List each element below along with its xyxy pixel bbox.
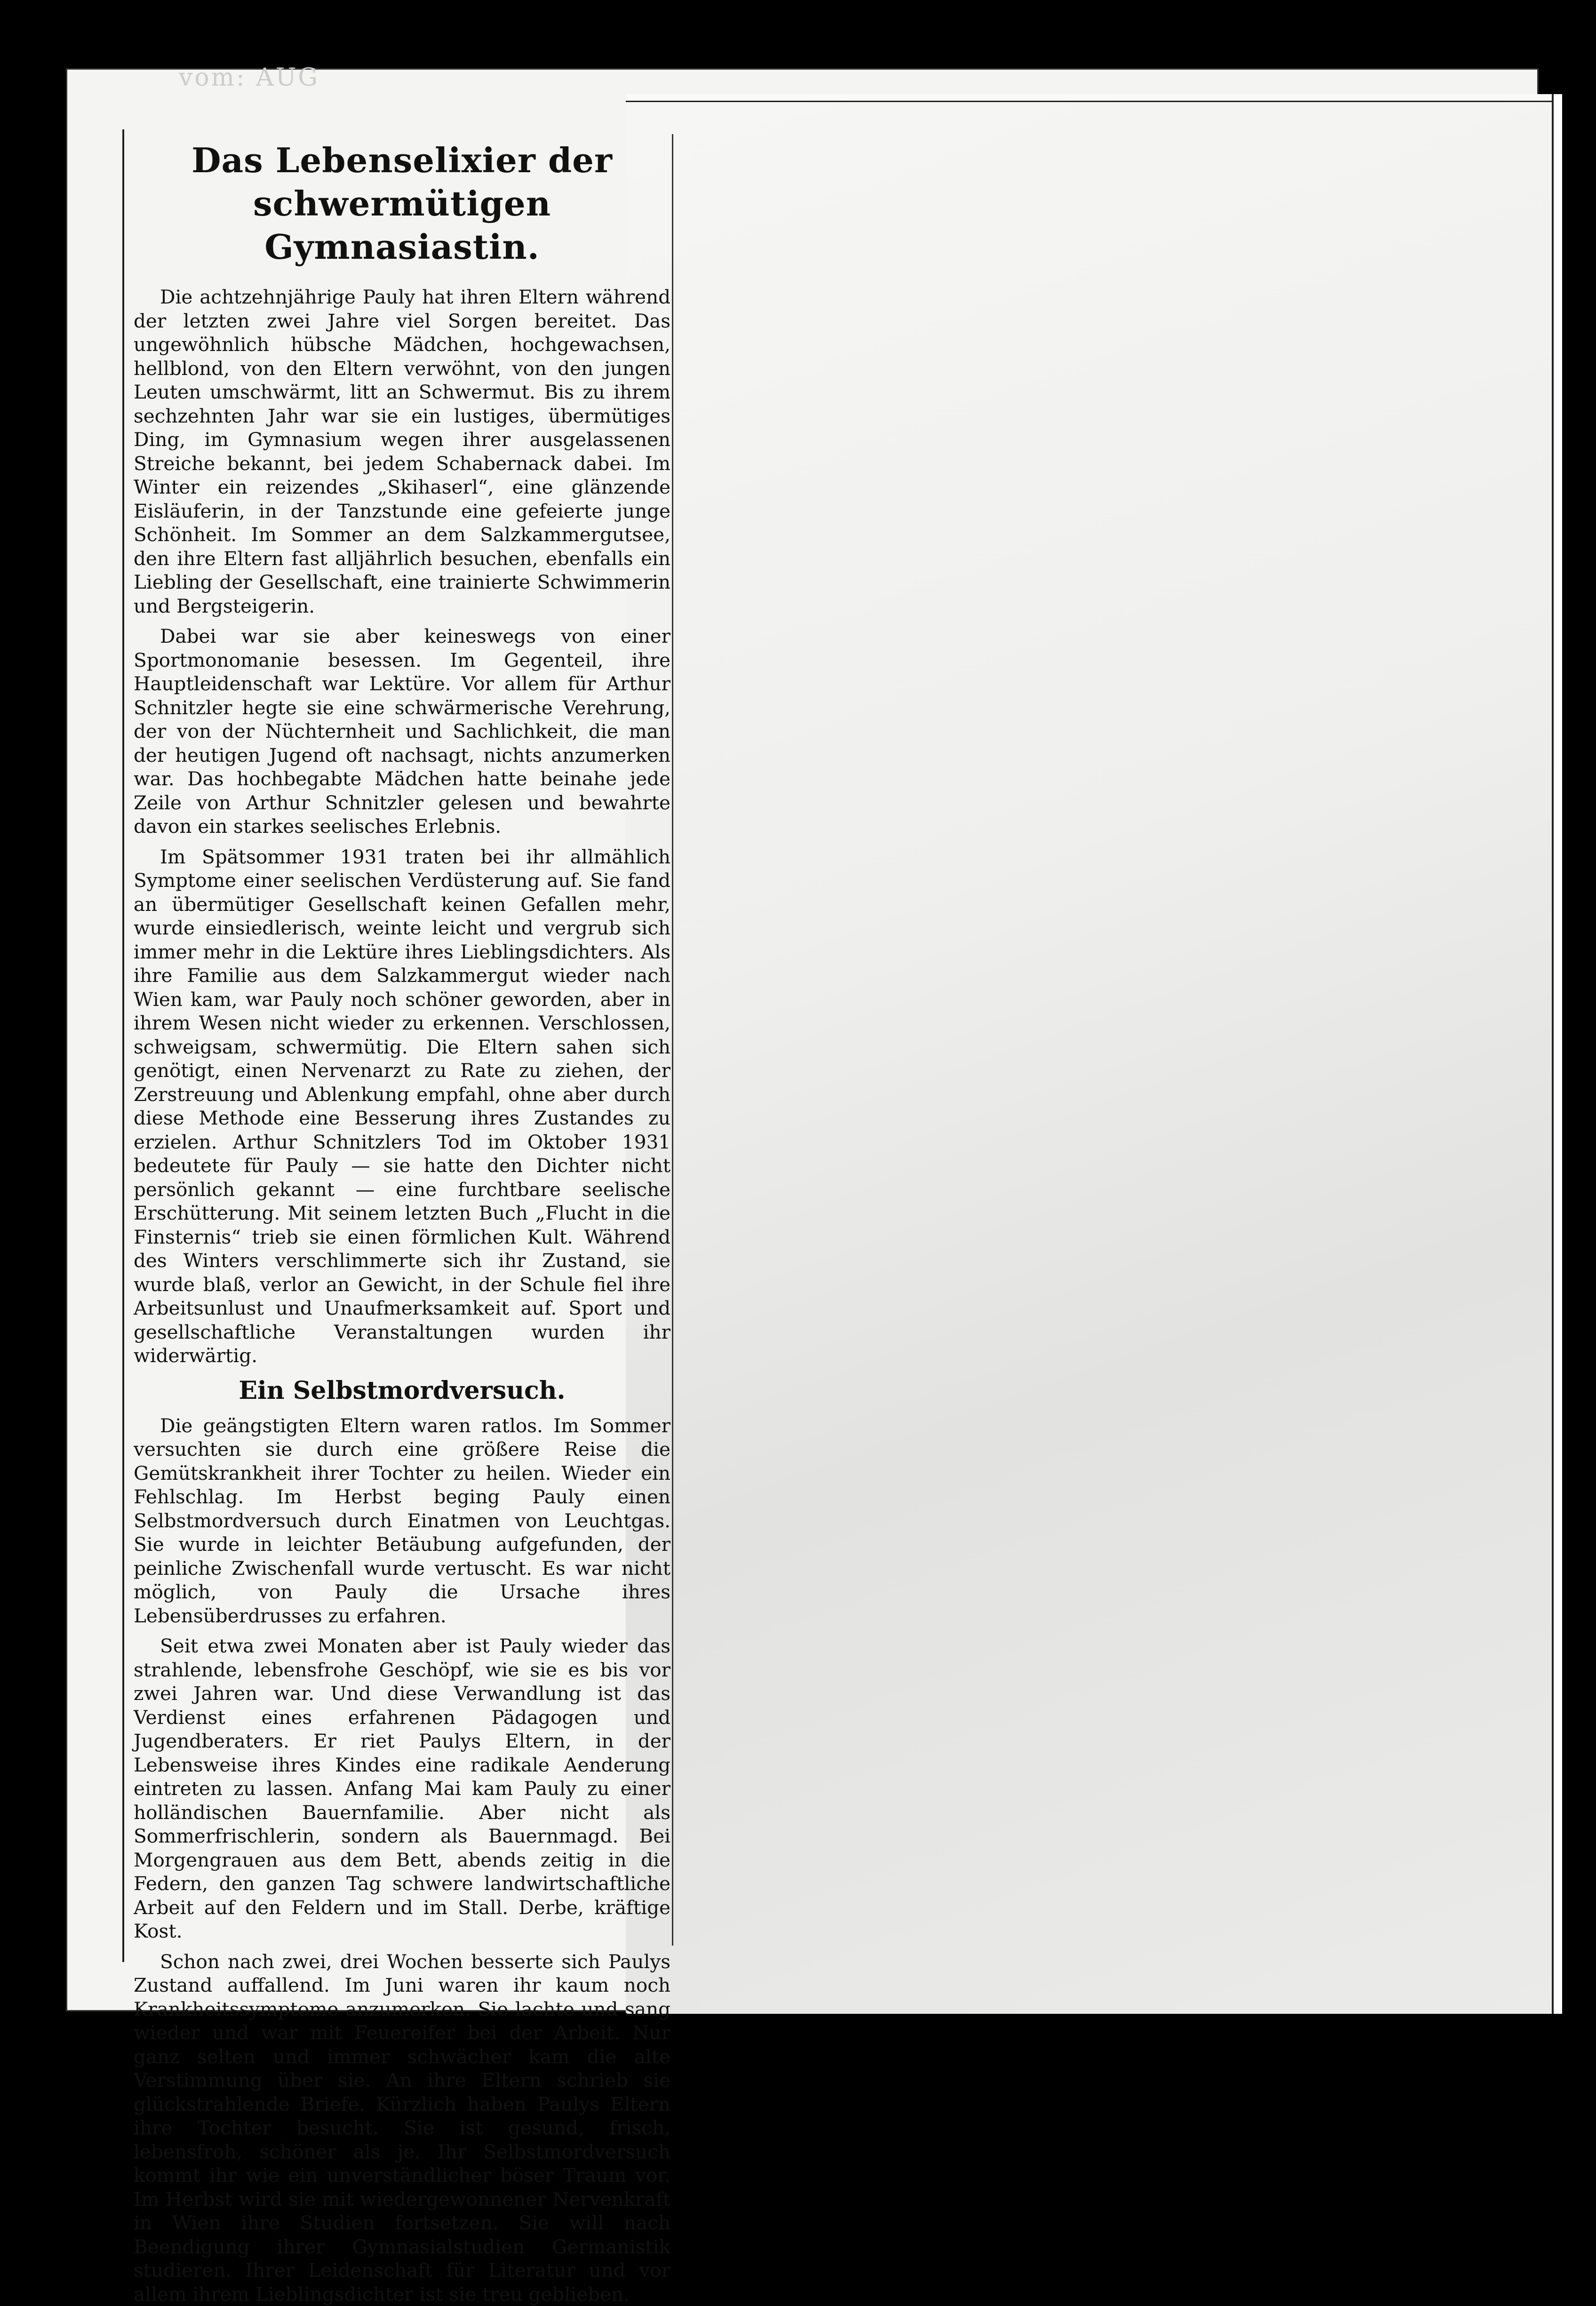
newspaper-clipping <box>122 129 670 1962</box>
article-paragraph: Schon nach zwei, drei Wochen besserte sich Paulys Zustand auffallend. Im Juni waren ihr kaum noch Krankheitssymptome anzumerken. Sie lachte und sang wieder und war mit Feuereifer bei der Arbeit. Nur ganz selten und immer schwächer kam die alte Verstimmung über sie. An ihre Eltern schrieb sie glückstrahlende Briefe. Kürzlich haben Paulys Eltern ihre Tochter besucht. Sie ist gesund, frisch, lebensfroh, schöner als je. Ihr Selbstmordversuch kommt ihr wie ein unverständlicher böser Traum vor. Im Herbst wird sie mit wiedergewonnener Nervenkraft in Wien ihre Studien fortsetzen. Sie will nach Beendigung ihrer Gymnasialstudien Germanistik studieren. Ihrer Leidenschaft für Literatur und vor allem ihrem Lieblingsdichter ist sie treu geblieben. <box>134 1950 670 2306</box>
article-paragraph: Dabei war sie aber keineswegs von einer Sportmonomanie besessen. Im Gegenteil, ihre Hauptleidenschaft war Lektüre. Vor allem für Arthur Schnitzler hegte sie eine schwärmerische Verehrung, der von der Nüchternheit und Sachlichkeit, die man der heutigen Jugend oft nachsagt, nichts anzumerken war. Das hochbegabte Mädchen hatte beinahe jede Zeile von Arthur Schnitzler gelesen und bewahrte davon ein starkes seelisches Erlebnis. <box>134 624 670 838</box>
backing-paper <box>626 94 1562 2014</box>
paper-top-edge <box>626 94 1562 102</box>
article-paragraph: Seit etwa zwei Monaten aber ist Pauly wieder das strahlende, lebensfrohe Geschöpf, wie sie es bis vor zwei Jahren war. Und diese Verwandlung ist das Verdienst eines erfahrenen Pädagogen und Jugendberaters. Er riet Paulys Eltern, in der Lebensweise ihres Kindes eine radikale Aenderung eintreten zu lassen. Anfang Mai kam Pauly zu einer holländischen Bauernfamilie. Aber nicht als Sommerfrischlerin, sondern als Bauernmagd. Bei Morgengrauen aus dem Bett, abends zeitig in die Federn, den ganzen Tag schwere landwirtschaftliche Arbeit auf den Feldern und im Stall. Derbe, kräftige Kost. <box>134 1634 670 1943</box>
article-paragraph: Im Spätsommer 1931 traten bei ihr allmählich Symptome einer seelischen Verdüsterung auf. Sie fand an übermütiger Gesellschaft keinen Gefallen mehr, wurde einsiedlerisch, weinte leicht und vergrub sich immer mehr in die Lektüre ihres Lieblingsdichters. Als ihre Familie aus dem Salzkammergut wieder nach Wien kam, war Pauly noch schöner geworden, aber in ihrem Wesen nicht wieder zu erkennen. Verschlossen, schweigsam, schwermütig. Die Eltern sahen sich genötigt, einen Nervenarzt zu Rate zu ziehen, der Zerstreuung und Ablenkung empfahl, ohne aber durch diese Methode eine Besserung ihres Zustandes zu erzielen. Arthur Schnitzlers Tod im Oktober 1931 bedeutete für Pauly — sie hatte den Dichter nicht persönlich gekannt — eine furchtbare seelische Erschütterung. Mit seinem letzten Buch „Flucht in die Finsternis“ trieb sie einen förmlichen Kult. Während des Winters verschlimmerte sich ihr Zustand, sie wurde blaß, verlor an Gewicht, in der Schule fiel ihre Arbeitsunlust und Unaufmerksamkeit auf. Sport und gesellschaftliche Veranstaltungen wurden ihr widerwärtig. <box>134 845 670 1368</box>
article-paragraph: Die achtzehnjährige Pauly hat ihren Eltern während der letzten zwei Jahre viel Sorgen bereitet. Das ungewöhnlich hübsche Mädchen, hochgewachsen, hellblond, von den Eltern verwöhnt, von den jungen Leuten umschwärmt, litt an Schwermut. Bis zu ihrem sechzehnten Jahr war sie ein lustiges, übermütiges Ding, im Gymnasium wegen ihrer ausgelassenen Streiche bekannt, bei jedem Schabernack dabei. Im Winter ein reizendes „Skihaserl“, eine glänzende Eisläuferin, in der Tanzstunde eine gefeierte junge Schönheit. Im Sommer an dem Salzkammergutsee, den ihre Eltern fast alljährlich besuchen, ebenfalls ein Liebling der Gesellschaft, eine trainierte Schwimmerin und Bergsteigerin. <box>134 285 670 618</box>
article-title: Das Lebenselixier der schwermütigen Gymnasiastin. <box>134 139 670 269</box>
stamp-header-fragment: vom: AUG <box>179 64 319 92</box>
paper-right-edge <box>1552 94 1562 2014</box>
article-paragraph: Die geängstigten Eltern waren ratlos. Im Sommer versuchten sie durch eine größere Reise die Gemütskrankheit ihrer Tochter zu heilen. Wieder ein Fehlschlag. Im Herbst beging Pauly einen Selbstmordversuch durch Einatmen von Leuchtgas. Sie wurde in leichter Betäubung aufgefunden, der peinliche Zwischenfall wurde vertuscht. Es war nicht möglich, von Pauly die Ursache ihres Lebensüberdrusses zu erfahren. <box>134 1414 670 1628</box>
article-subheading: Ein Selbstmordversuch. <box>134 1374 670 1407</box>
